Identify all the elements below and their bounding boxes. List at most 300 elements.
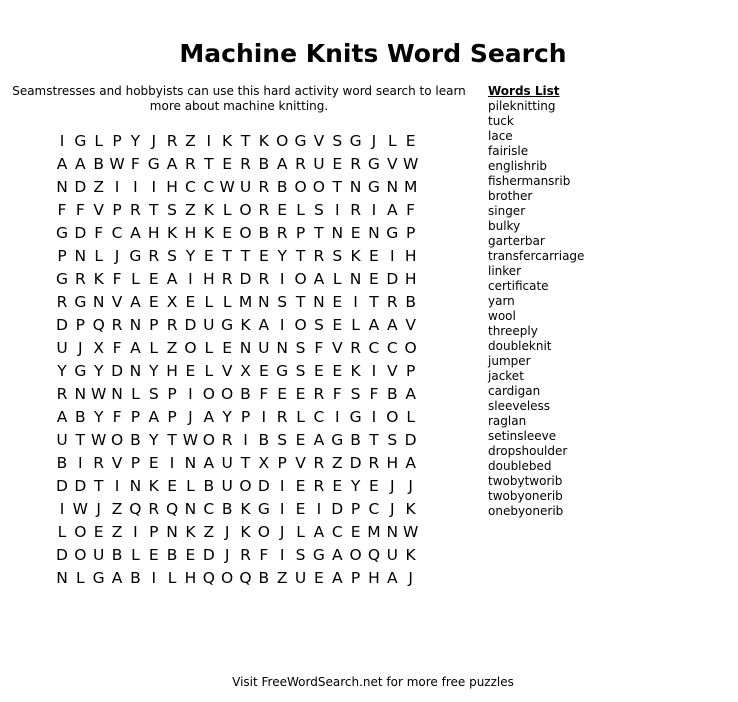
grid-letter: K [258,132,269,150]
grid-letter: O [257,523,270,541]
grid-letter: O [202,385,215,403]
grid-letter: S [148,385,159,403]
grid-letter: Z [276,569,288,587]
grid-letter: T [222,247,232,265]
grid-letter: S [295,546,306,564]
word-list-item: yarn [488,294,515,308]
grid-letter: R [240,546,251,564]
grid-letter: R [258,201,270,219]
grid-letter: E [332,316,343,334]
grid-letter: D [74,178,87,196]
grid-letter: Z [111,523,123,541]
grid-letter: X [258,454,270,472]
word-list-item: brother [488,189,533,203]
grid-row [52,269,422,292]
grid-letter: C [368,500,380,518]
grid-letter: E [350,224,361,242]
grid-letter: I [279,270,285,288]
grid-letter: I [371,362,377,380]
grid-letter: A [258,316,270,334]
grid-letter: K [240,500,251,518]
grid-letter: F [314,339,324,357]
grid-letter: T [240,132,251,150]
grid-letter: R [276,408,288,426]
grid-letter: Z [203,523,215,541]
grid-letter: E [295,431,306,449]
grid-letter: Y [277,247,287,265]
grid-letter: A [386,201,398,219]
grid-letter: C [313,408,325,426]
grid-letter: G [74,293,87,311]
grid-letter: K [350,247,361,265]
grid-letter: P [295,224,306,242]
grid-letter: R [313,247,325,265]
grid-letter: B [56,454,68,472]
grid-letter: N [313,293,325,311]
grid-letter: A [405,385,416,403]
grid-letter: U [313,155,325,173]
word-list-item: fishermansrib [488,174,571,188]
grid-letter: I [279,546,285,564]
grid-letter: F [112,408,122,426]
grid-letter: F [75,201,85,219]
grid-letter: N [386,178,399,196]
grid-letter: D [202,546,215,564]
grid-letter: E [369,270,379,288]
grid-letter: N [129,477,142,495]
grid-letter: E [148,546,159,564]
grid-letter: R [56,385,68,403]
words-list [488,84,584,519]
grid-letter: Z [185,132,196,150]
grid-letter: O [294,178,307,196]
grid-row [52,384,422,407]
grid-letter: A [368,316,380,334]
grid-letter: T [93,477,104,495]
grid-letter: D [239,270,252,288]
grid-letter: F [57,201,67,219]
grid-letter: L [131,546,140,564]
grid-letter: S [277,293,288,311]
word-list-item: doublebed [488,459,552,473]
grid-letter: L [94,132,103,150]
grid-row [52,315,422,338]
grid-letter: A [386,569,398,587]
grid-letter: A [130,224,141,242]
word-list-item: jacket [488,369,524,383]
grid-letter: B [111,546,123,564]
grid-letter: K [405,546,416,564]
grid-letter: P [130,454,141,472]
grid-letter: P [350,500,361,518]
grid-letter: N [92,293,105,311]
grid-letter: A [313,523,325,541]
grid-letter: E [185,362,196,380]
grid-letter: H [368,569,380,587]
grid-letter: B [350,431,361,449]
grid-letter: Z [185,201,196,219]
grid-letter: J [151,132,157,150]
grid-letter: Z [111,500,123,518]
word-list-item: fairisle [488,144,529,158]
grid-letter: R [148,500,160,518]
grid-letter: A [203,454,215,472]
grid-row [52,499,422,522]
grid-letter: Y [93,408,104,426]
grid-letter: H [404,270,417,288]
grid-letter: D [56,477,68,495]
word-list-item: englishrib [488,159,548,173]
grid-letter: V [93,201,104,219]
grid-row [52,246,422,269]
grid-letter: B [258,224,270,242]
grid-letter: M [238,293,253,311]
grid-letter: H [166,362,178,380]
grid-letter: Y [149,431,159,449]
grid-letter: K [148,477,159,495]
grid-letter: H [202,270,215,288]
grid-letter: E [185,546,196,564]
grid-letter: S [167,247,178,265]
word-list-item: linker [488,264,522,278]
word-list-item: raglan [488,414,527,428]
grid-letter: V [295,454,306,472]
grid-letter: R [111,316,123,334]
grid-letter: I [353,293,358,311]
grid-letter: A [56,408,68,426]
grid-letter: T [369,431,379,449]
grid-letter: R [258,178,270,196]
grid-letter: B [258,431,270,449]
grid-letter: Z [166,339,178,357]
grid-letter: B [203,477,215,495]
word-list-item: wool [488,309,516,323]
grid-letter: E [369,477,379,495]
grid-letter: N [349,270,362,288]
grid-letter: A [75,155,86,173]
grid-letter: J [188,408,193,426]
grid-letter: Y [57,362,67,380]
grid-letter: K [93,270,104,288]
grid-letter: I [279,316,285,334]
grid-letter: S [295,362,306,380]
grid-letter: U [221,454,233,472]
grid-letter: U [221,477,233,495]
grid-letter: S [350,385,361,403]
grid-letter: V [386,362,398,380]
grid-letter: T [204,155,214,173]
grid-letter: G [221,316,234,334]
grid-letter: G [349,132,362,150]
footer-text: Visit FreeWordSearch.net for more free puzzles [232,675,514,689]
grid-letter: H [404,247,417,265]
grid-letter: R [130,201,141,219]
grid-letter: W [219,178,235,196]
grid-letter: I [188,385,193,403]
grid-letter: M [367,523,381,541]
grid-letter: R [240,155,251,173]
grid-letter: N [74,385,87,403]
grid-letter: P [75,316,86,334]
grid-letter: O [202,431,215,449]
word-list-item: jumper [488,354,531,368]
grid-letter: U [56,339,68,357]
grid-letter: N [111,385,123,403]
grid-letter: J [224,523,230,541]
grid-letter: K [350,362,361,380]
grid-letter: E [350,523,361,541]
grid-row [52,476,422,499]
grid-letter: I [371,408,377,426]
grid-letter: N [368,224,380,242]
grid-letter: U [93,546,105,564]
word-list-item: onebyonerib [488,504,564,518]
grid-letter: E [332,477,343,495]
word-list-item: transfercarriage [488,249,585,263]
grid-letter: I [334,408,340,426]
grid-letter: A [111,569,123,587]
grid-letter: Q [129,500,142,518]
grid-letter: B [221,500,233,518]
grid-letter: N [184,500,197,518]
grid-letter: S [387,431,398,449]
grid-letter: R [350,339,361,357]
grid-letter: N [166,523,178,541]
grid-letter: I [133,178,138,196]
grid-letter: Y [130,132,141,150]
grid-letter: B [240,385,251,403]
grid-letter: S [313,201,324,219]
grid-letter: E [277,201,288,219]
grid-row [52,154,422,177]
puzzle-description: Seamstresses and hobbyists can use this hard activity word search to learn more about machine knitting. [12,84,466,113]
grid-letter: J [408,477,413,495]
grid-letter: N [258,293,270,311]
grid-letter: G [147,155,160,173]
grid-letter: O [404,339,417,357]
grid-letter: J [371,132,377,150]
grid-letter: A [313,431,325,449]
grid-letter: B [130,569,141,587]
grid-letter: K [167,224,178,242]
grid-letter: W [402,155,419,173]
grid-letter: V [386,155,398,173]
grid-letter: P [112,201,122,219]
grid-letter: B [258,155,270,173]
word-list-item: bulky [488,219,521,233]
grid-letter: O [221,385,234,403]
grid-letter: I [59,132,65,150]
word-list-item: dropshoulder [488,444,568,458]
grid-letter: J [78,339,83,357]
grid-letter: D [349,454,362,472]
grid-letter: I [261,408,267,426]
grid-letter: O [239,224,252,242]
grid-letter: A [331,546,343,564]
grid-letter: D [74,477,87,495]
grid-letter: C [185,178,196,196]
grid-letter: L [131,385,140,403]
grid-letter: L [94,247,103,265]
grid-letter: L [222,293,232,311]
grid-letter: K [203,201,214,219]
letter-grid [52,131,422,591]
grid-letter: Y [222,408,232,426]
word-list-item: sleeveless [488,399,551,413]
grid-letter: R [93,454,105,472]
grid-letter: O [221,569,234,587]
grid-letter: I [279,477,285,495]
grid-letter: O [74,546,87,564]
grid-row [52,430,422,453]
grid-letter: T [149,201,159,219]
grid-letter: C [203,500,215,518]
grid-letter: N [56,569,68,587]
grid-letter: J [390,500,395,518]
words-list-heading: Words List [488,84,560,98]
grid-letter: I [151,569,157,587]
grid-letter: E [369,247,379,265]
grid-letter: Y [93,362,104,380]
grid-letter: R [295,155,306,173]
grid-letter: J [390,477,395,495]
grid-letter: V [111,454,123,472]
grid-letter: O [110,431,124,449]
grid-letter: D [386,270,399,288]
grid-letter: O [239,477,252,495]
grid-letter: G [367,178,380,196]
grid-letter: B [276,178,288,196]
grid-letter: B [405,293,416,311]
grid-letter: L [167,569,177,587]
grid-letter: R [56,293,68,311]
grid-letter: D [56,316,68,334]
grid-letter: X [93,339,104,357]
grid-letter: E [148,454,159,472]
grid-letter: N [349,178,362,196]
grid-letter: T [295,247,306,265]
grid-letter: P [350,569,361,587]
grid-row [52,338,422,361]
grid-letter: Q [165,500,179,518]
grid-letter: I [334,201,340,219]
grid-letter: Q [239,569,252,587]
grid-row [52,292,422,315]
grid-letter: A [130,339,141,357]
grid-letter: R [185,155,196,173]
grid-letter: P [240,408,251,426]
grid-letter: G [367,155,380,173]
grid-letter: B [386,385,398,403]
grid-letter: W [91,431,107,449]
grid-letter: R [276,224,288,242]
word-list-item: tuck [488,114,514,128]
grid-letter: I [114,477,120,495]
grid-letter: D [404,431,417,449]
grid-letter: N [331,224,344,242]
grid-letter: I [133,523,138,541]
grid-letter: L [387,132,397,150]
grid-letter: J [224,546,230,564]
grid-letter: B [258,569,270,587]
grid-letter: T [240,247,251,265]
grid-letter: S [167,201,178,219]
grid-letter: U [56,431,68,449]
grid-letter: Z [93,178,104,196]
grid-letter: R [386,293,398,311]
grid-letter: L [57,523,67,541]
grid-letter: K [203,224,214,242]
grid-letter: P [112,132,122,150]
grid-letter: Q [367,546,381,564]
grid-letter: J [96,500,101,518]
grid-letter: R [166,316,178,334]
grid-letter: K [240,316,251,334]
grid-letter: C [111,224,123,242]
grid-letter: T [295,293,306,311]
grid-letter: I [316,500,322,518]
grid-letter: E [313,362,324,380]
grid-letter: V [313,132,325,150]
grid-letter: P [149,316,159,334]
grid-letter: P [277,454,287,472]
grid-letter: L [204,362,214,380]
grid-letter: I [59,500,65,518]
grid-letter: S [332,132,343,150]
grid-letter: T [369,293,379,311]
grid-letter: I [78,454,83,472]
grid-letter: L [204,339,214,357]
grid-letter: R [313,477,325,495]
grid-letter: T [332,178,342,196]
grid-letter: H [184,569,197,587]
grid-letter: G [294,132,307,150]
grid-letter: N [56,178,68,196]
grid-letter: S [277,431,288,449]
grid-letter: U [294,569,307,587]
grid-letter: N [386,523,399,541]
grid-letter: E [332,293,343,311]
word-list-item: garterbar [488,234,545,248]
grid-letter: U [386,546,398,564]
grid-letter: E [295,500,306,518]
grid-letter: R [350,155,361,173]
grid-row [52,223,422,246]
grid-letter: U [203,316,215,334]
grid-letter: T [314,224,324,242]
grid-letter: E [222,155,233,173]
grid-letter: A [130,293,141,311]
grid-letter: L [204,293,214,311]
grid-letter: I [371,201,377,219]
grid-letter: C [386,339,398,357]
grid-letter: R [221,270,233,288]
grid-letter: O [184,339,197,357]
grid-letter: C [203,178,215,196]
grid-letter: O [386,408,399,426]
grid-letter: X [166,293,178,311]
grid-letter: E [148,270,159,288]
grid-letter: N [239,339,252,357]
grid-letter: L [351,316,360,334]
grid-letter: F [332,385,342,403]
grid-letter: Y [149,362,159,380]
grid-row [52,545,422,568]
grid-letter: F [94,224,104,242]
grid-letter: R [350,201,361,219]
grid-letter: A [148,408,160,426]
grid-letter: K [185,523,196,541]
